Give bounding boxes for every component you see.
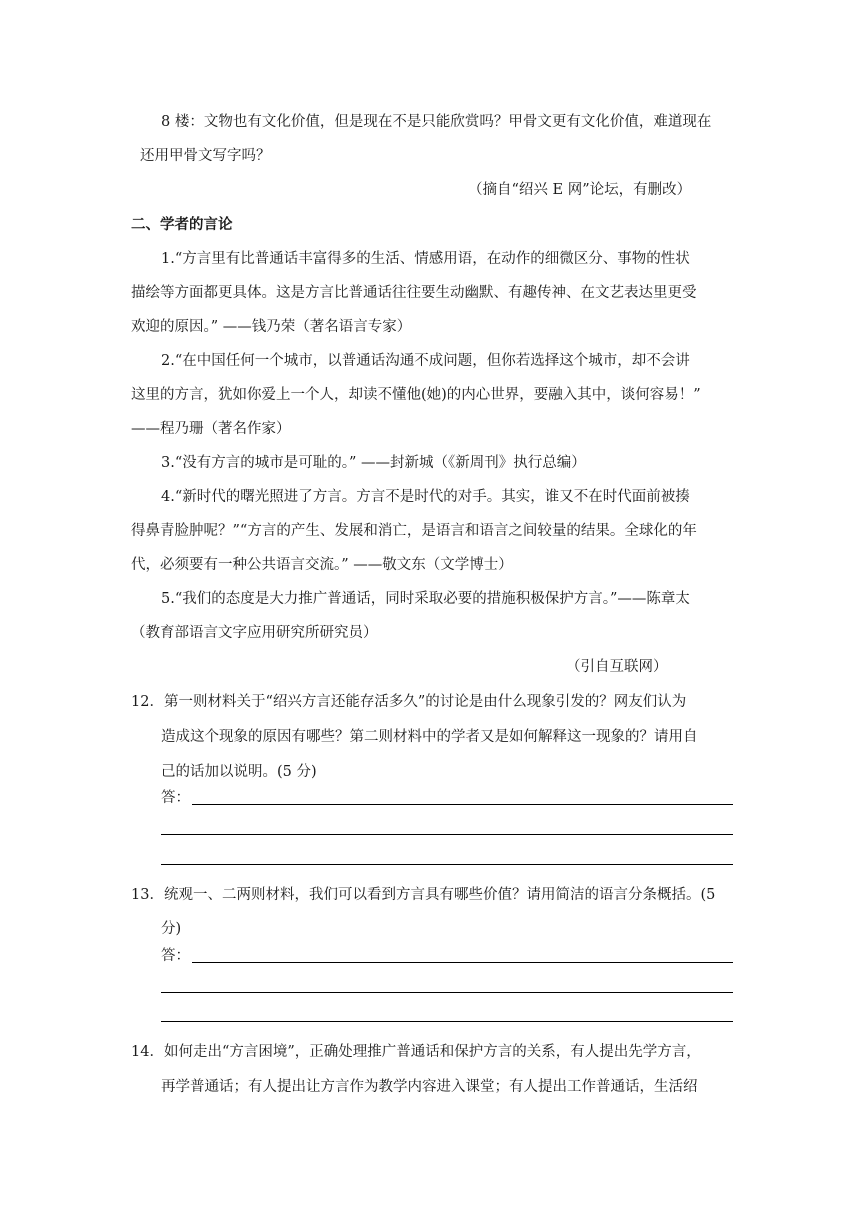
scholar-quote-1-line3: 欢迎的原因。” ——钱乃荣（著名语言专家）: [131, 319, 412, 335]
scholar-quote-1-line2: 描绘等方面都更具体。这是方言比普通话往往要生动幽默、有趣传神、在文艺表达里更受: [131, 285, 697, 301]
question-12-answer-line-3[interactable]: [161, 864, 733, 865]
forum-comment-floor8-line2: 还用甲骨文写字吗？: [140, 148, 271, 164]
question-12-line2: 造成这个现象的原因有哪些？第二则材料中的学者又是如何解释这一现象的？请用自: [161, 729, 698, 745]
question-14-line2: 再学普通话；有人提出让方言作为教学内容进入课堂；有人提出工作普通话，生活绍: [161, 1079, 698, 1095]
forum-source-note: （摘自“绍兴 E 网”论坛，有删改）: [468, 182, 692, 198]
question-12-answer-line-1[interactable]: [192, 804, 733, 805]
section-heading-scholars: 二、学者的言论: [131, 217, 233, 233]
scholar-quote-2-line3: ——程乃珊（著名作家）: [131, 421, 291, 437]
question-13-answer-line-3[interactable]: [161, 1021, 733, 1022]
scholar-quote-4-line2: 得鼻青脸肿呢？”“方言的产生、发展和消亡，是语言和语言之间较量的结果。全球化的年: [131, 523, 697, 539]
internet-source-note: （引自互联网）: [566, 659, 668, 675]
question-13-answer-line-1[interactable]: [192, 962, 733, 963]
scholar-quote-5-line1: 5.“我们的态度是大力推广普通话，同时采取必要的措施积极保护方言。”——陈章太: [161, 591, 690, 607]
scholar-quote-2-line1: 2.“在中国任何一个城市，以普通话沟通不成问题，但你若选择这个城市，却不会讲: [161, 353, 690, 369]
scholar-quote-2-line2: 这里的方言，犹如你爱上一个人，却读不懂他(她)的内心世界，要融入其中，谈何容易！”: [131, 387, 701, 403]
scholar-quote-4-line1: 4.“新时代的曙光照进了方言。方言不是时代的对手。其实，谁又不在时代面前被揍: [161, 489, 690, 505]
scholar-quote-5-line2: （教育部语言文字应用研究所研究员）: [131, 625, 378, 641]
scholar-quote-4-line3: 代，必须要有一种公共语言交流。” ——敬文东（文学博士）: [131, 557, 513, 573]
question-12-line3: 己的话加以说明。(5 分): [161, 764, 317, 780]
question-13-answer-label: 答：: [161, 948, 190, 964]
question-13-line1: 13．统观一、二两则材料，我们可以看到方言具有哪些价值？请用简洁的语言分条概括。(5: [131, 887, 716, 903]
scholar-quote-1-line1: 1.“方言里有比普通话丰富得多的生活、情感用语，在动作的细微区分、事物的性状: [161, 251, 690, 267]
question-12-answer-line-2[interactable]: [161, 834, 733, 835]
question-12-line1: 12．第一则材料关于“绍兴方言还能存活多久”的讨论是由什么现象引发的？网友们认为: [131, 694, 687, 710]
question-13-line2: 分): [161, 921, 182, 937]
question-14-line1: 14．如何走出“方言困境”，正确处理推广普通话和保护方言的关系，有人提出先学方言，: [131, 1044, 701, 1060]
scholar-quote-3-line1: 3.“没有方言的城市是可耻的。” ——封新城（《新周刊》执行总编）: [161, 455, 586, 471]
question-13-answer-line-2[interactable]: [161, 992, 733, 993]
forum-comment-floor8-line1: 8 楼：文物也有文化价值，但是现在不是只能欣赏吗？甲骨文更有文化价值，难道现在: [161, 114, 712, 130]
question-12-answer-label: 答：: [161, 790, 190, 806]
